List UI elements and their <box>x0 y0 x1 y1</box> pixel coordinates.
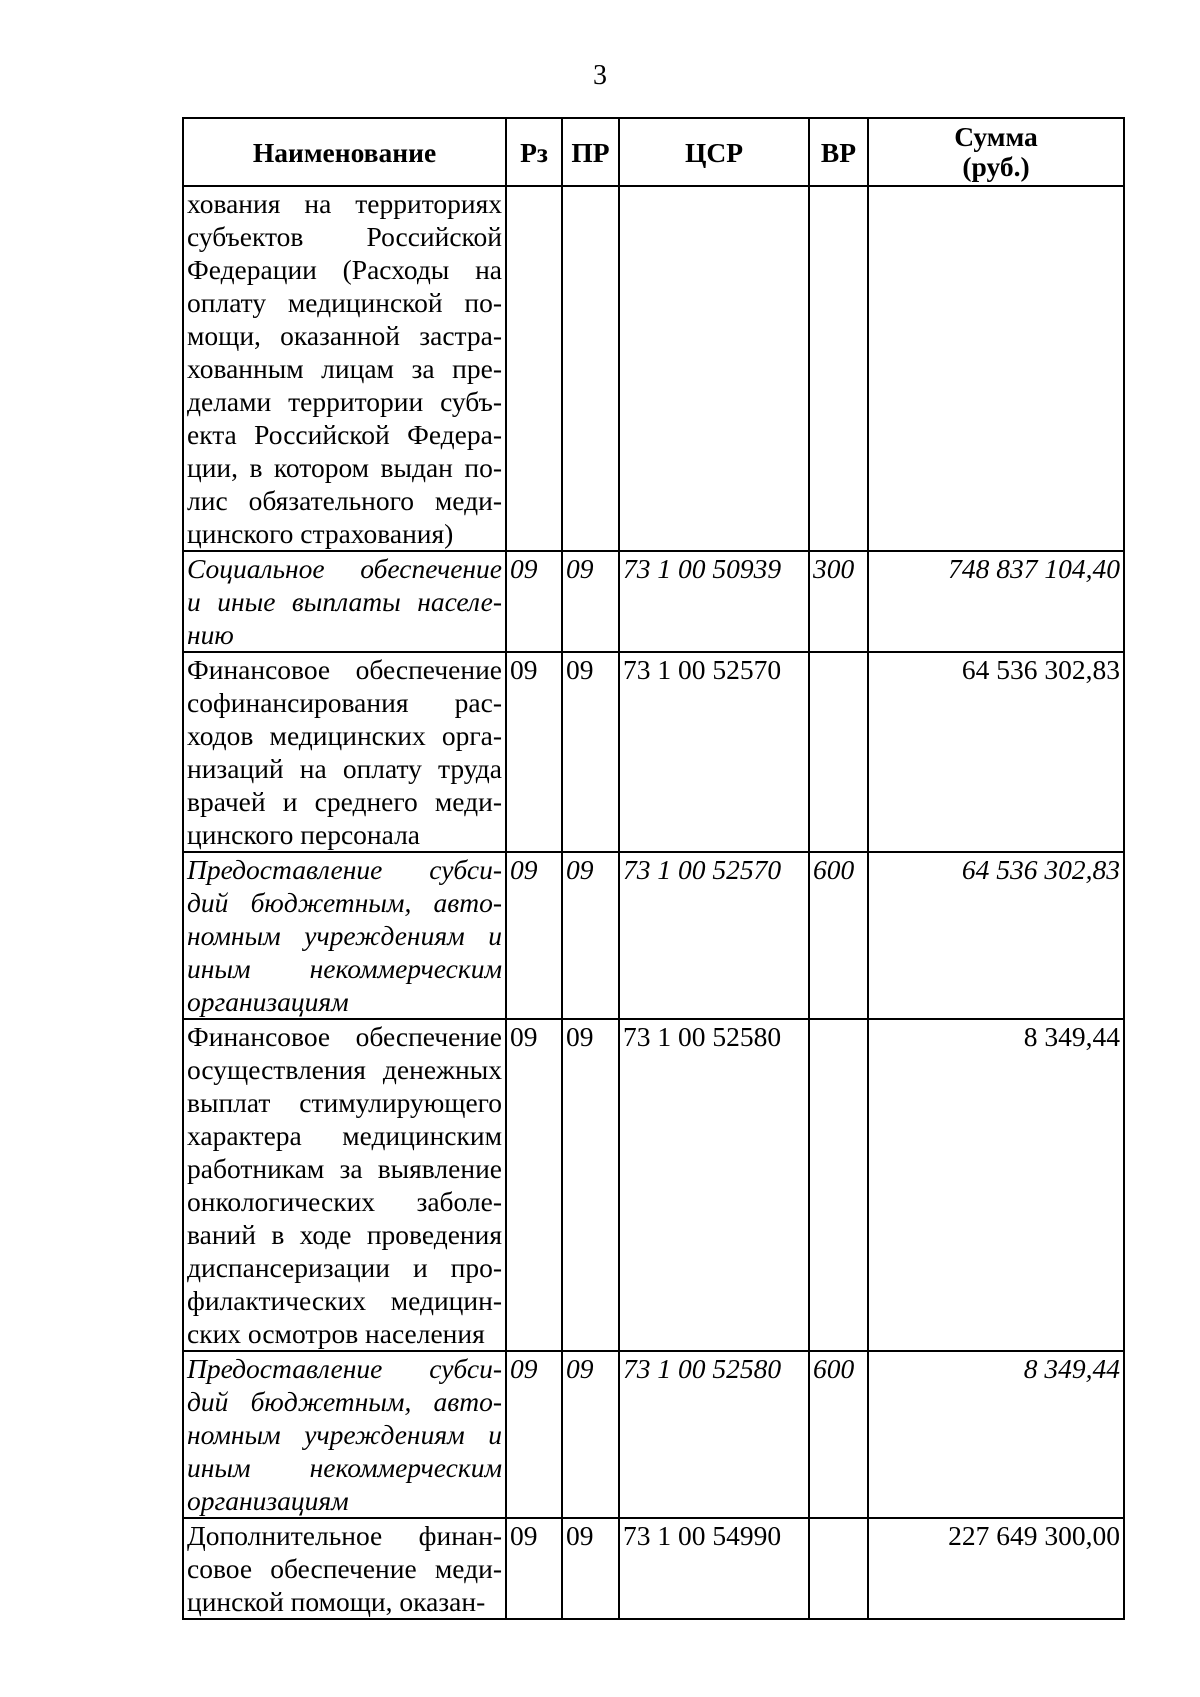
cell-name <box>183 186 506 551</box>
cell-name-line: дий бюджетным, авто- <box>187 1386 502 1417</box>
table-row <box>183 1019 1124 1351</box>
cell-name-line: субъектов Российской <box>187 221 502 252</box>
cell-name-line: нию <box>187 619 234 650</box>
cell-name-line: ваний в ходе проведения <box>187 1219 502 1250</box>
table-row <box>183 852 1124 1019</box>
cell-name-line: Федерации (Расходы на <box>187 254 502 285</box>
cell-name-line: ции, в котором выдан по- <box>187 452 502 483</box>
cell-rz: 09 <box>506 551 562 652</box>
cell-name-line: Дополнительное финан- <box>187 1520 502 1551</box>
cell-name-line: софинансирования рас- <box>187 687 502 718</box>
cell-vr <box>809 652 868 852</box>
cell-name-line: совое обеспечение меди- <box>187 1553 502 1584</box>
cell-name-line: цинского персонала <box>187 819 421 850</box>
cell-name-line: филактических медицин- <box>187 1285 502 1316</box>
cell-name-line: ходов медицинских орга- <box>187 720 502 751</box>
cell-rz: 09 <box>506 852 562 1019</box>
cell-sum: 227 649 300,00 <box>868 1518 1124 1619</box>
header-vr: ВР <box>809 118 868 186</box>
cell-name-line: организациям <box>187 1485 349 1516</box>
cell-name <box>183 652 506 852</box>
cell-name-line: Предоставление субси- <box>187 1353 502 1384</box>
cell-name-line: выплат стимулирующего <box>187 1087 502 1118</box>
cell-name <box>183 1351 506 1518</box>
cell-sum: 8 349,44 <box>868 1351 1124 1518</box>
cell-name <box>183 852 506 1019</box>
page-number: 3 <box>593 60 607 91</box>
cell-name-line: диспансеризации и про- <box>187 1252 502 1283</box>
cell-name-line: характера медицинским <box>187 1120 502 1151</box>
cell-name-line: работникам за выявление <box>187 1153 502 1184</box>
cell-name-line: осуществления денежных <box>187 1054 502 1085</box>
cell-csr: 73 1 00 52570 <box>619 852 809 1019</box>
cell-name-line: лис обязательного меди- <box>187 485 502 516</box>
cell-name-line: иным некоммерческим <box>187 1452 502 1483</box>
header-rz: Рз <box>506 118 562 186</box>
cell-vr <box>809 1518 868 1619</box>
cell-vr: 300 <box>809 551 868 652</box>
cell-pr: 09 <box>562 1351 619 1518</box>
cell-name-line: Предоставление субси- <box>187 854 502 885</box>
cell-name-line: номным учреждениям и <box>187 1419 502 1450</box>
cell-rz <box>506 186 562 551</box>
cell-csr: 73 1 00 50939 <box>619 551 809 652</box>
cell-name-line: номным учреждениям и <box>187 920 502 951</box>
table-body <box>183 186 1124 1619</box>
cell-pr: 09 <box>562 551 619 652</box>
cell-sum: 64 536 302,83 <box>868 852 1124 1019</box>
cell-csr: 73 1 00 52580 <box>619 1019 809 1351</box>
cell-rz: 09 <box>506 1351 562 1518</box>
cell-vr <box>809 1019 868 1351</box>
cell-name-line: Финансовое обеспечение <box>187 654 502 685</box>
table-row <box>183 186 1124 551</box>
cell-name-line: ских осмотров населения <box>187 1318 485 1349</box>
header-sum-line2: (руб.) <box>962 151 1030 182</box>
cell-name-line: и иные выплаты населе- <box>187 586 502 617</box>
cell-pr: 09 <box>562 1019 619 1351</box>
header-name: Наименование <box>183 118 506 186</box>
cell-name-line: хования на территориях <box>187 188 502 219</box>
cell-name-line: организациям <box>187 986 349 1017</box>
cell-name-line: врачей и среднего меди- <box>187 786 502 817</box>
header-sum-line1: Сумма <box>954 121 1038 152</box>
header-csr: ЦСР <box>619 118 809 186</box>
cell-pr: 09 <box>562 1518 619 1619</box>
cell-name-line: Финансовое обеспечение <box>187 1021 502 1052</box>
budget-table <box>182 117 1125 1620</box>
cell-name-line: низаций на оплату труда <box>187 753 502 784</box>
cell-name-line: делами территории субъ- <box>187 386 502 417</box>
cell-name-line: иным некоммерческим <box>187 953 502 984</box>
cell-csr: 73 1 00 52570 <box>619 652 809 852</box>
cell-name <box>183 1019 506 1351</box>
cell-name-line: мощи, оказанной застра- <box>187 320 502 351</box>
cell-sum: 748 837 104,40 <box>868 551 1124 652</box>
cell-name <box>183 1518 506 1619</box>
cell-sum: 8 349,44 <box>868 1019 1124 1351</box>
table-row <box>183 551 1124 652</box>
table-row <box>183 1351 1124 1518</box>
cell-rz: 09 <box>506 1019 562 1351</box>
cell-csr: 73 1 00 54990 <box>619 1518 809 1619</box>
header-pr: ПР <box>562 118 619 186</box>
cell-vr: 600 <box>809 1351 868 1518</box>
cell-name-line: Социальное обеспечение <box>187 553 502 584</box>
header-sum <box>868 118 1124 186</box>
cell-sum <box>868 186 1124 551</box>
cell-pr: 09 <box>562 852 619 1019</box>
cell-vr <box>809 186 868 551</box>
cell-name-line: цинской помощи, оказан- <box>187 1586 486 1617</box>
cell-rz: 09 <box>506 1518 562 1619</box>
table-row <box>183 1518 1124 1619</box>
cell-name-line: екта Российской Федера- <box>187 419 502 450</box>
cell-name-line: дий бюджетным, авто- <box>187 887 502 918</box>
cell-name-line: онкологических заболе- <box>187 1186 502 1217</box>
cell-rz: 09 <box>506 652 562 852</box>
cell-csr <box>619 186 809 551</box>
table-row <box>183 652 1124 852</box>
cell-name-line: хованным лицам за пре- <box>187 353 502 384</box>
cell-sum: 64 536 302,83 <box>868 652 1124 852</box>
cell-pr: 09 <box>562 652 619 852</box>
cell-name <box>183 551 506 652</box>
cell-vr: 600 <box>809 852 868 1019</box>
cell-pr <box>562 186 619 551</box>
cell-name-line: цинского страхования) <box>187 518 454 549</box>
table-header-row <box>183 118 1124 186</box>
cell-csr: 73 1 00 52580 <box>619 1351 809 1518</box>
cell-name-line: оплату медицинской по- <box>187 287 502 318</box>
